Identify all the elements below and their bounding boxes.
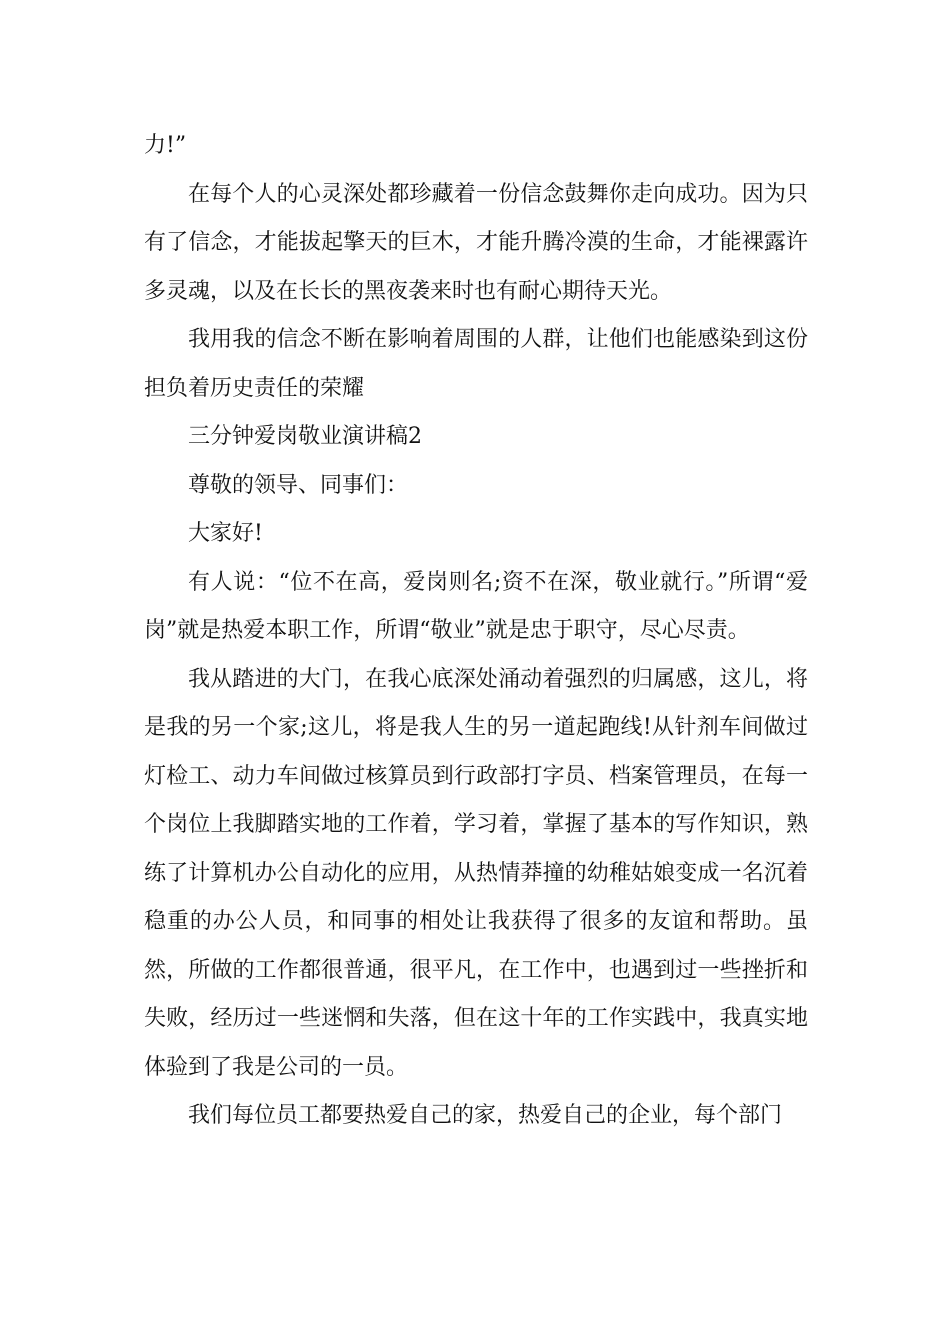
document-page: [144, 122, 808, 1141]
paragraph-9: 我们每位员工都要热爱自己的家，热爱自己的企业，每个部门: [188, 1103, 783, 1128]
paragraph-1: 力!”: [144, 133, 187, 158]
paragraph-2: 在每个人的心灵深处都珍藏着一份信念鼓舞你走向成功。因为只有了信念，才能拔起擎天的巨木，才能升腾冷漠的生命，才能裸露许多灵魂，以及在长长的黑夜袭来时也有耐心期待天光。: [144, 181, 808, 304]
section-heading: 三分钟爱岗敬业演讲稿2: [188, 424, 422, 449]
salutation: 尊敬的领导、同事们：: [188, 472, 409, 498]
greeting: 大家好!: [188, 521, 263, 546]
paragraph-7: 有人说：“位不在高，爱岗则名;资不在深，敬业就行。”所谓“爱岗”就是热爱本职工作，所谓“敬业”就是忠于职守，尽心尽责。: [144, 569, 808, 643]
paragraph-3: 我用我的信念不断在影响着周围的人群，让他们也能感染到这份担负着历史责任的荣耀: [144, 327, 808, 401]
paragraph-8: 我从踏进的大门，在我心底深处涌动着强烈的归属感，这儿，将是我的另一个家;这儿，将是我人生的另一道起跑线!从针剂车间做过灯检工、动力车间做过核算员到行政部打字员、档案管理员，在每一个岗位上我脚踏实地的工作着，学习着，掌握了基本的写作知识，熟练了计算机办公自动化的应用，从热情莽撞的幼稚姑娘变成一名沉着稳重的办公人员，和同事的相处让我获得了很多的友谊和帮助。虽然，所做的工作都很普通，很平凡，在工作中，也遇到过一些挫折和失败，经历过一些迷惘和失落，但在这十年的工作实践中，我真实地体验到了我是公司的一员。: [144, 666, 808, 1080]
